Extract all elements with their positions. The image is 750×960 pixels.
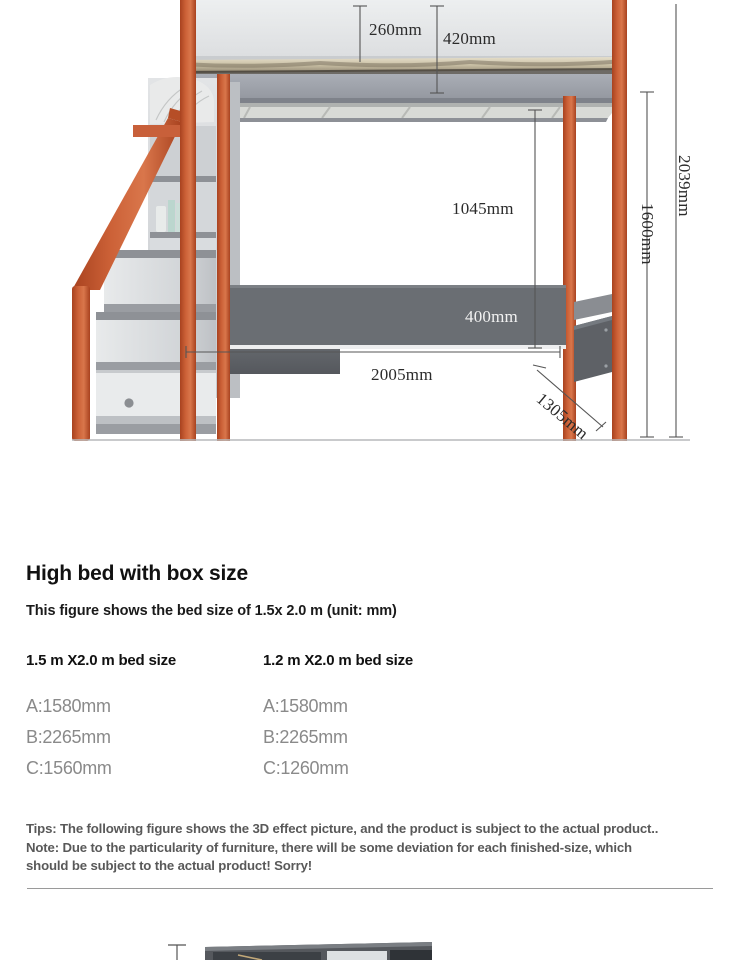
dimension-label-panel-height: 400mm [465,307,518,326]
post-right-inner [563,96,576,441]
dimension-label-bed-length: 2005mm [371,365,433,384]
size-value: C:1560mm [26,758,112,778]
subtitle: This figure shows the bed size of 1.5x 2.0 m (unit: mm) [26,603,397,619]
size-column-header-2: 1.2 m X2.0 m bed size [263,652,414,669]
dimension-label-total-height: 2039mm [675,155,694,217]
dimension-marker [168,945,186,960]
bottom-drawer [96,370,216,434]
drawer-knob [124,398,133,407]
dimension-label-frame-height: 420mm [443,29,496,48]
bed-deck-frame [180,74,625,122]
post-left-front [72,286,90,441]
size-value: C:1260mm [263,758,349,778]
post-right-outer [612,0,627,441]
size-column-header-1: 1.5 m X2.0 m bed size [26,652,177,669]
loft-bed-diagram [0,0,750,470]
next-figure-preview [0,925,750,960]
handrail-brace [133,125,185,137]
section-divider [27,888,713,889]
size-value: A:1580mm [26,696,111,716]
right-side-slats [574,294,612,382]
dimension-label-under-clearance: 1045mm [452,199,514,218]
size-value: B:2265mm [26,727,111,747]
post-stair [180,0,196,441]
size-column-values-2 [263,691,349,784]
post-mid [217,74,230,441]
tips-note: Tips: The following figure shows the 3D effect picture, and the product is subject to the actual product.. Note: Due to the particularity of furniture, there will be some deviation for each finished-size, which should be subject to the actual product! Sorry! [26,821,659,873]
dimension-label-mattress-thickness: 260mm [369,20,422,39]
size-value: B:2265mm [263,727,348,747]
dimension-label-bed-depth: 1305mm [532,389,593,444]
size-column-values-1 [26,691,112,784]
size-value: A:1580mm [263,696,348,716]
page-title: High bed with box size [26,562,248,585]
dimension-label-deck-height: 1600mm [638,203,657,265]
